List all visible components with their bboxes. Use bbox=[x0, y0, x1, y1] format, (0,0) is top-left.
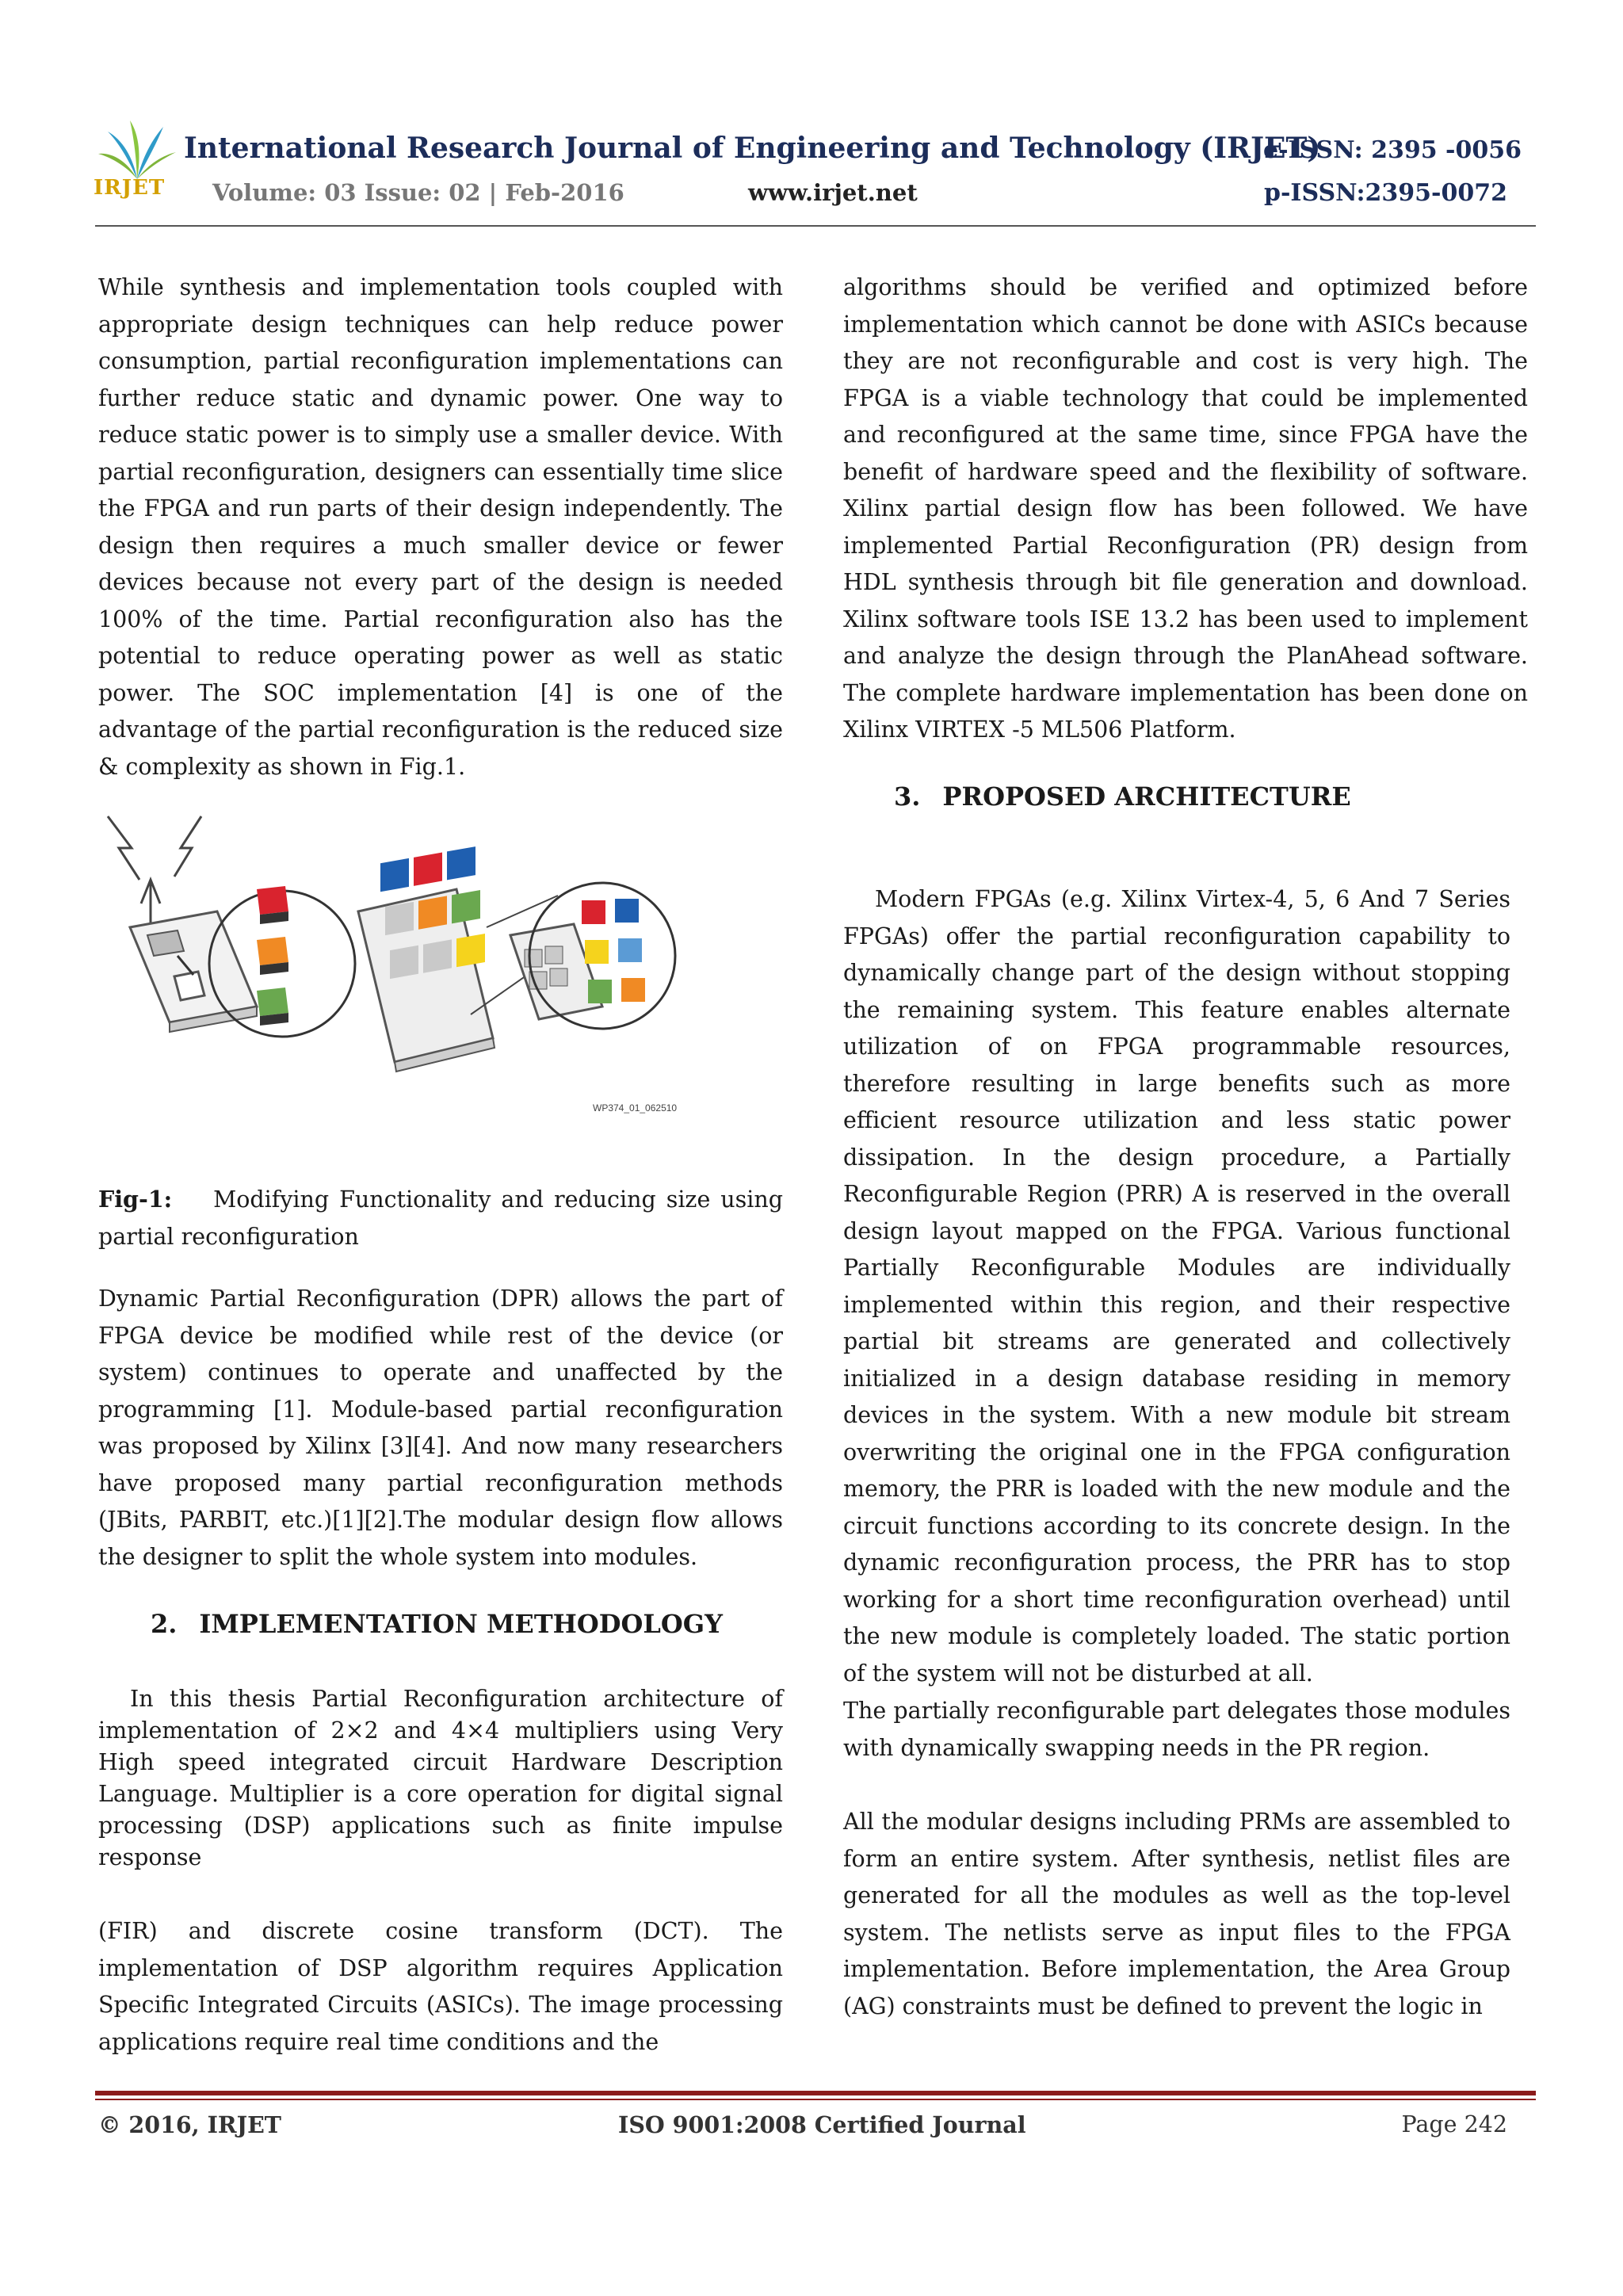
figure-code: WP374_01_062510 bbox=[593, 1102, 678, 1114]
section-heading-2 bbox=[151, 1609, 723, 1639]
section-title: IMPLEMENTATION METHODOLOGY bbox=[199, 1609, 723, 1639]
p-issn: p-ISSN:2395-0072 bbox=[1263, 179, 1507, 207]
paragraph-text: Dynamic Partial Reconfiguration (DPR) allows the part of FPGA device be modified while rest of the device (or system) continues to operate and unaffected by the programming [1]. Module-based partial reconfiguration was proposed by Xilinx [3][4]. And now many researchers have proposed many partial reconfiguration methods (JBits, PARBIT, etc.)[1][2].The modular design flow allows the designer to split the whole system into modules. bbox=[98, 1286, 783, 1570]
left-paragraph-3b bbox=[98, 1913, 783, 2061]
partial-reconfiguration-illustration bbox=[98, 800, 701, 1133]
header-divider bbox=[95, 225, 1536, 227]
paragraph-text: In this thesis Partial Reconfiguration architecture of implementation of 2×2 and 4×4 multipliers using Very High speed integrated circuit Hardware Description Language. Multiplier is a core operation for digital signal processing (DSP) applications such as finite impulse response bbox=[98, 1686, 783, 1870]
right-paragraph-3 bbox=[843, 1693, 1510, 1767]
left-paragraph-3a bbox=[98, 1683, 783, 1874]
module-tiles-left bbox=[257, 886, 288, 1026]
fpga-device-reconfigured bbox=[510, 924, 602, 1019]
journal-title: International Research Journal of Engineering and Technology (IRJET) bbox=[184, 132, 1321, 165]
paragraph-text: Modern FPGAs (e.g. Xilinx Virtex-4, 5, 6 And 7 Series FPGAs) offer the partial reconfiguration capability to dynamically change part of the design without stopping the remaining system. This feature enables alternate utilization of on FPGA programmable resources, therefore resulting in large benefits such as more efficient resource utilization and less static power dissipation. In the design procedure, a Partially Reconfigurable Region (PRR) A is reserved in the overall design layout mapped on the FPGA. Various functional Partially Reconfigurable Modules are individually implemented within this region, and their respective partial bit streams are generated and collectively initialized in a design database residing in memory devices in the system. With a new module bit stream overwriting the original one in the FPGA configuration memory, the PRR is loaded with the new module and the circuit functions according to its concrete design. In the dynamic reconfiguration process, the PRR has to stop working for a short time reconfiguration overhead) until the new module is completely loaded. The static portion of the system will not be disturbed at all. bbox=[843, 886, 1510, 1687]
footer-page-number: Page 242 bbox=[1401, 2111, 1507, 2137]
left-paragraph-1 bbox=[98, 269, 783, 785]
fpga-device-small bbox=[130, 911, 257, 1032]
logo-leaves-icon bbox=[94, 117, 181, 181]
footer-copyright: © 2016, IRJET bbox=[98, 2111, 282, 2138]
fpga-device-grid bbox=[358, 846, 495, 1072]
e-issn: e-ISSN: 2395 -0056 bbox=[1262, 136, 1522, 164]
signal-icon bbox=[108, 816, 201, 927]
section-heading-3 bbox=[894, 781, 1351, 812]
volume-issue: Volume: 03 Issue: 02 | Feb-2016 bbox=[212, 179, 624, 206]
paragraph-text: The partially reconfigurable part delegates those modules with dynamically swapping needs in the PR region. bbox=[843, 1698, 1510, 1761]
section-number: 2. bbox=[151, 1609, 178, 1639]
footer-divider-thick bbox=[95, 2091, 1536, 2095]
journal-website[interactable]: www.irjet.net bbox=[748, 179, 918, 206]
caption-label: Fig-1: bbox=[98, 1186, 173, 1213]
paragraph-text: While synthesis and implementation tools coupled with appropriate design techniques can help reduce power consumption, partial reconfiguration implementations can further reduce static and dynamic power. One way to reduce static power is to simply use a smaller device. With partial reconfiguration, designers can essentially time slice the FPGA and run parts of their design independently. The design then requires a much smaller device or fewer devices because not every part of the design is needed 100% of the time. Partial reconfiguration also has the potential to reduce operating power as well as static power. The SOC implementation [4] is one of the advantage of the partial reconfiguration is the reduced size & complexity as shown in Fig.1. bbox=[98, 274, 783, 780]
module-tiles-right bbox=[582, 899, 645, 1003]
logo-text: IRJET bbox=[94, 176, 166, 200]
left-paragraph-2 bbox=[98, 1281, 783, 1576]
footer-divider-thin bbox=[95, 2099, 1536, 2100]
paragraph-text: algorithms should be verified and optimized before implementation which cannot be done with ASICs because they are not reconfigurable and cost is very high. The FPGA is a viable technology that could be implemented and reconfigured at the same time, since FPGA have the benefit of hardware speed and the flexibility of software. Xilinx partial design flow has been followed. We have implemented Partial Reconfiguration (PR) design from HDL synthesis through bit file generation and download. Xilinx software tools ISE 13.2 has been used to implement and analyze the design through the PlanAhead software. The complete hardware implementation has been done on Xilinx VIRTEX -5 ML506 Platform. bbox=[843, 274, 1528, 743]
section-title: PROPOSED ARCHITECTURE bbox=[942, 781, 1351, 812]
right-paragraph-2 bbox=[843, 881, 1510, 1692]
footer-certification: ISO 9001:2008 Certified Journal bbox=[618, 2111, 1026, 2138]
caption-text: Modifying Functionality and reducing size using partial reconfiguration bbox=[98, 1186, 783, 1250]
figure-1 bbox=[98, 800, 701, 1133]
right-paragraph-4 bbox=[843, 1804, 1510, 2025]
paragraph-text: (FIR) and discrete cosine transform (DCT). The implementation of DSP algorithm requires Application Specific Integrated Circuits (ASICs). The image processing applications require real time conditions and the bbox=[98, 1918, 783, 2055]
figure-caption bbox=[98, 1181, 783, 1255]
paragraph-text: All the modular designs including PRMs are assembled to form an entire system. After synthesis, netlist files are generated for all the modules as well as the top-level system. The netlists serve as input files to the FPGA implementation. Before implementation, the Area Group (AG) constraints must be defined to prevent the logic in bbox=[843, 1809, 1510, 2019]
right-paragraph-1 bbox=[843, 269, 1528, 749]
section-number: 3. bbox=[894, 781, 921, 812]
